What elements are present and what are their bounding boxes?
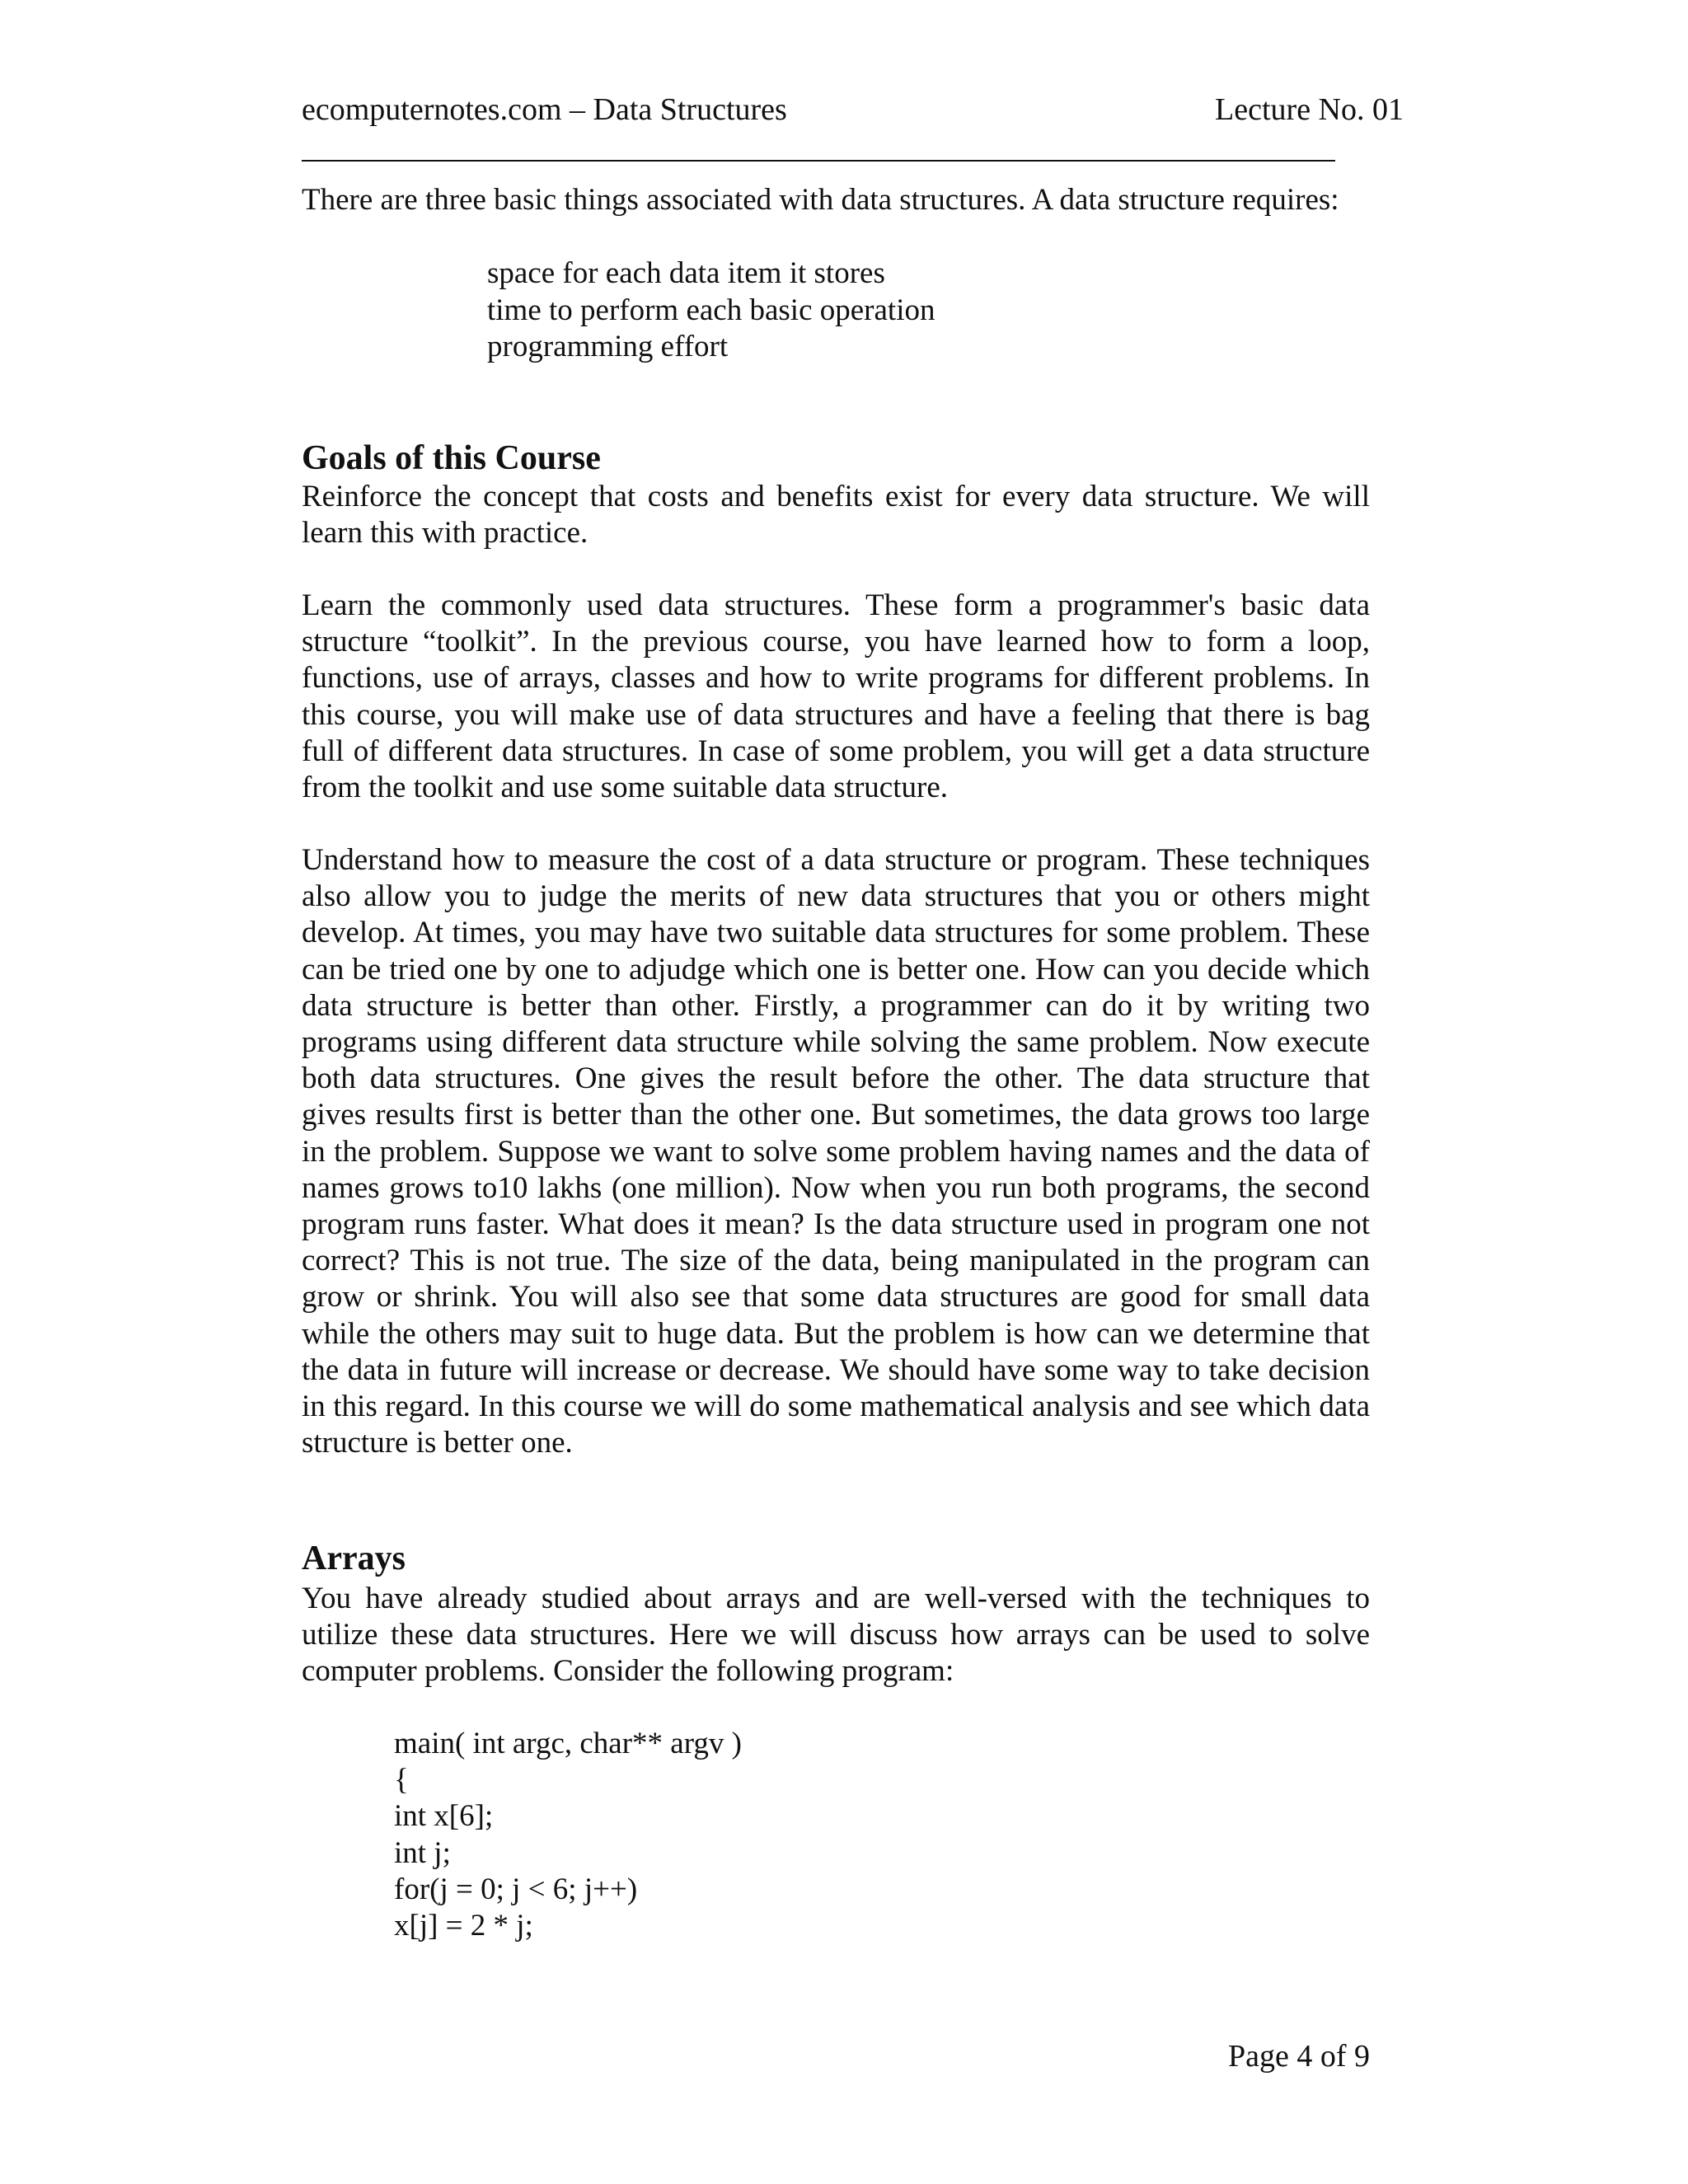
code-line: for(j = 0; j < 6; j++) [394,1872,638,1906]
goals-paragraph-3 [302,842,1370,1461]
intro-line: There are three basic things associated with data structures. A data structure requires: [302,183,1339,217]
paragraph-line: from the toolkit and use some suitable data structure. [302,771,948,805]
paragraph-line: both data structures. One gives the result before the other. The data structure that [302,1062,1370,1096]
paragraph-line: data structure is better than other. Firstly, a programmer can do it by writing two [302,988,1370,1023]
goals-paragraph-2 [302,588,1370,806]
paragraph-line: correct? This is not true. The size of the data, being manipulated in the program can [302,1244,1370,1278]
paragraph-line: gives results first is better than the other one. But sometimes, the data grows too large [302,1098,1370,1132]
paragraph-line: the data in future will increase or decrease. We should have some way to take decision [302,1352,1370,1387]
paragraph-line: computer problems. Consider the following program: [302,1654,954,1689]
paragraph-line: Reinforce the concept that costs and benefits exist for every data structure. We will [302,480,1370,513]
paragraph-line: in this regard. In this course we will do some mathematical analysis and see which data [302,1390,1370,1424]
paragraph-line: functions, use of arrays, classes and how to write programs for different problems. In [302,661,1370,696]
arrays-paragraph [302,1581,1370,1690]
code-listing [394,1726,742,1944]
paragraph-line: structure is better one. [302,1426,573,1460]
paragraph-line: structure “toolkit”. In the previous course, you have learned how to form a loop, [302,625,1370,659]
paragraph-line: full of different data structures. In case of some problem, you will get a data structure [302,733,1370,768]
arrays-heading: Arrays [302,1540,406,1577]
code-line: { [394,1763,409,1797]
intro-paragraph [302,182,1370,218]
page-number: Page 4 of 9 [1227,2039,1370,2074]
paragraph-line: learn this with practice. [302,516,588,551]
requirement-item: space for each data item it stores [487,256,885,290]
requirement-item: programming effort [487,330,729,363]
paragraph-line: while the others may suit to huge data. But the problem is how can we determine that [302,1316,1370,1351]
header-lecture-number: Lecture No. 01 [1215,92,1404,127]
paragraph-line: You have already studied about arrays and are well-versed with the techniques to [302,1582,1370,1615]
code-line: x[j] = 2 * j; [394,1909,533,1943]
header-divider [302,160,1335,162]
paragraph-line: Understand how to measure the cost of a data structure or program. These techniques [302,843,1370,877]
paragraph-line: program runs faster. What does it mean? Is the data structure used in program one not [302,1207,1370,1242]
requirements-list [487,255,935,366]
header-site-title: ecomputernotes.com – Data Structures [302,92,787,127]
paragraph-line: utilize these data structures. Here we will discuss how arrays can be used to solve [302,1618,1370,1652]
code-line: int x[6]; [394,1799,494,1834]
paragraph-line: this course, you will make use of data structures and have a feeling that there is bag [302,697,1370,732]
paragraph-line: names grows to10 lakhs (one million). Now when you run both programs, the second [302,1170,1370,1205]
code-line: int j; [394,1835,451,1870]
paragraph-line: in the problem. Suppose we want to solve some problem having names and the data of [302,1134,1370,1169]
paragraph-line: grow or shrink. You will also see that some data structures are good for small data [302,1280,1370,1315]
paragraph-line: develop. At times, you may have two suitable data structures for some problem. These [302,916,1370,950]
requirement-item: time to perform each basic operation [487,293,935,327]
goals-heading: Goals of this Course [302,439,601,477]
paragraph-line: can be tried one by one to adjudge which one is better one. How can you decide which [302,952,1370,987]
paragraph-line: programs using different data structure while solving the same problem. Now execute [302,1025,1370,1060]
code-line: main( int argc, char** argv ) [394,1727,742,1760]
paragraph-line: also allow you to judge the merits of new data structures that you or others might [302,879,1370,914]
goals-paragraph-1 [302,479,1370,551]
paragraph-line: Learn the commonly used data structures. These form a programmer's basic data [302,588,1370,622]
